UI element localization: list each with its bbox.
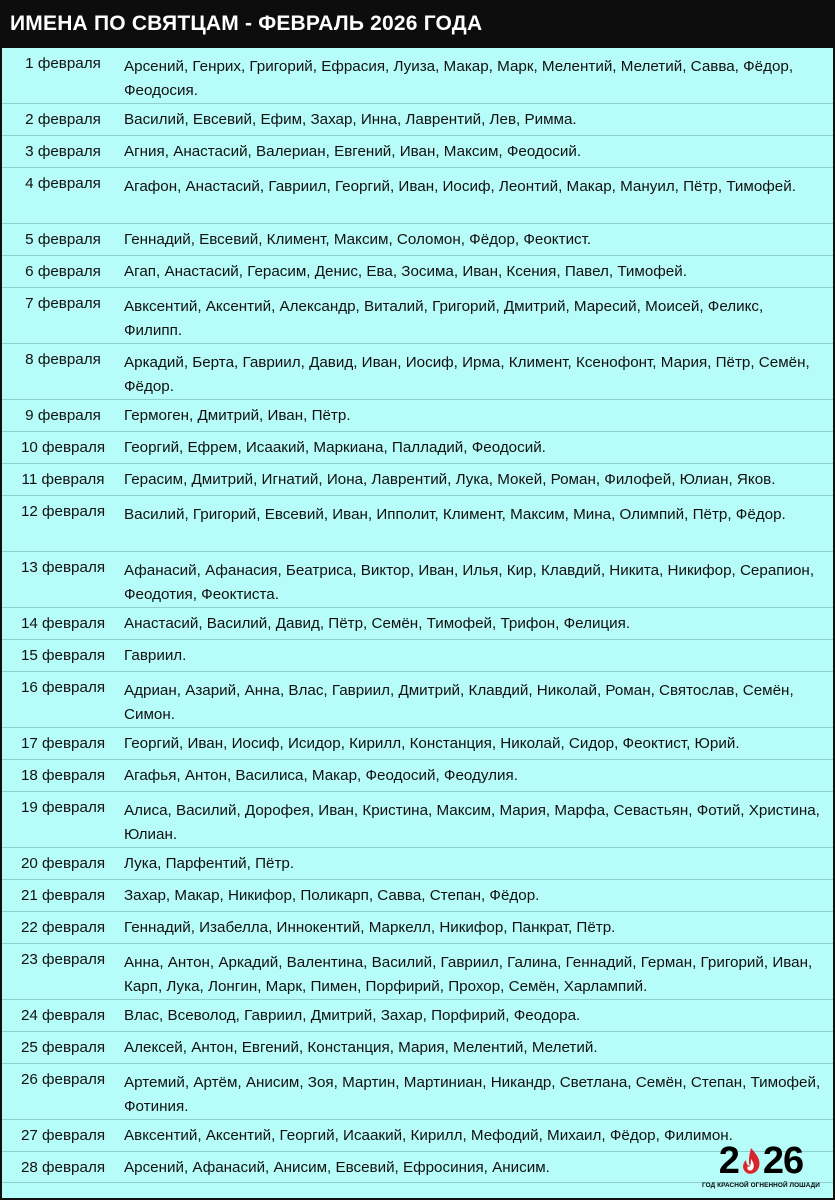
- table-row: [2, 912, 833, 944]
- table-row: [2, 104, 833, 136]
- table-row: [2, 256, 833, 288]
- row-names: Афанасий, Афанасия, Беатриса, Виктор, Иван, Илья, Кир, Клавдий, Никита, Никифор, Серапион, Феодотия, Феоктиста.: [124, 562, 815, 603]
- row-names: Гермоген, Дмитрий, Иван, Пётр.: [124, 407, 351, 424]
- table-row: [2, 496, 833, 552]
- row-names: Артемий, Артём, Анисим, Зоя, Мартин, Мартиниан, Никандр, Светлана, Семён, Степан, Тимофей, Фотиния.: [124, 1074, 821, 1115]
- row-names: Георгий, Иван, Иосиф, Исидор, Кирилл, Констанция, Николай, Сидор, Феоктист, Юрий.: [124, 735, 740, 752]
- row-date: 21 февраля: [20, 887, 106, 904]
- row-names: Агафон, Анастасий, Гавриил, Георгий, Иван, Иосиф, Леонтий, Макар, Мануил, Пётр, Тимофей.: [124, 178, 796, 195]
- row-date: 23 февраля: [20, 951, 106, 968]
- row-date: 2 февраля: [25, 111, 101, 128]
- row-date: 7 февраля: [25, 295, 101, 312]
- table-row: [2, 1064, 833, 1120]
- table-row: [2, 464, 833, 496]
- row-date: 28 февраля: [20, 1159, 106, 1176]
- table-row: [2, 224, 833, 256]
- row-date: 17 февраля: [20, 735, 106, 752]
- row-names: Анастасий, Василий, Давид, Пётр, Семён, Тимофей, Трифон, Фелиция.: [124, 615, 631, 632]
- row-names: Гавриил.: [124, 647, 187, 664]
- table-row: [2, 432, 833, 464]
- row-date: 13 февраля: [20, 559, 106, 576]
- year-logo: [702, 1140, 820, 1194]
- table-row: [2, 344, 833, 400]
- table-row: [2, 848, 833, 880]
- row-names: Агния, Анастасий, Валериан, Евгений, Иван, Максим, Феодосий.: [124, 143, 582, 160]
- table-row: [2, 136, 833, 168]
- row-names: Герасим, Дмитрий, Игнатий, Иона, Лаврентий, Лука, Мокей, Роман, Филофей, Юлиан, Яков.: [124, 471, 776, 488]
- row-date: 19 февраля: [20, 799, 106, 816]
- table-row: [2, 728, 833, 760]
- table-row: [2, 608, 833, 640]
- row-date: 10 февраля: [20, 439, 106, 456]
- row-date: 3 февраля: [25, 143, 101, 160]
- row-names: Алексей, Антон, Евгений, Констанция, Мария, Мелентий, Мелетий.: [124, 1039, 598, 1056]
- table-row: [2, 760, 833, 792]
- row-date: 27 февраля: [20, 1127, 106, 1144]
- logo-year-right: 26: [762, 1140, 804, 1182]
- names-table: [2, 48, 833, 1198]
- row-date: 16 февраля: [20, 679, 106, 696]
- table-row: [2, 288, 833, 344]
- row-names: Влас, Всеволод, Гавриил, Дмитрий, Захар, Порфирий, Феодора.: [124, 1007, 581, 1024]
- row-date: 4 февраля: [25, 175, 101, 192]
- row-names: Авксентий, Аксентий, Александр, Виталий, Григорий, Дмитрий, Маресий, Моисей, Феликс, Филипп.: [124, 298, 764, 339]
- table-row: [2, 792, 833, 848]
- row-date: 9 февраля: [25, 407, 101, 424]
- table-row: [2, 1032, 833, 1064]
- flame-icon: [739, 1146, 763, 1176]
- row-date: 14 февраля: [20, 615, 106, 632]
- table-row: [2, 400, 833, 432]
- row-date: 1 февраля: [25, 55, 101, 72]
- row-names: Арсений, Афанасий, Анисим, Евсевий, Ефросиния, Анисим.: [124, 1159, 550, 1176]
- row-names: Геннадий, Евсевий, Климент, Максим, Соломон, Фёдор, Феоктист.: [124, 231, 592, 248]
- table-row: [2, 880, 833, 912]
- row-names: Василий, Григорий, Евсевий, Иван, Ипполит, Климент, Максим, Мина, Олимпий, Пётр, Фёдор.: [124, 506, 786, 523]
- table-row: [2, 168, 833, 224]
- row-names: Алиса, Василий, Дорофея, Иван, Кристина, Максим, Мария, Марфа, Севастьян, Фотий, Христина, Юлиан.: [124, 802, 820, 843]
- row-names: Аркадий, Берта, Гавриил, Давид, Иван, Иосиф, Ирма, Климент, Ксенофонт, Мария, Пётр, Семён, Фёдор.: [124, 354, 810, 395]
- logo-year-left: 2: [718, 1140, 739, 1182]
- row-names: Василий, Евсевий, Ефим, Захар, Инна, Лаврентий, Лев, Римма.: [124, 111, 577, 128]
- row-names: Анна, Антон, Аркадий, Валентина, Василий, Гавриил, Галина, Геннадий, Герман, Григорий, Иван, Карп, Лука, Лонгин, Марк, Пимен, Порфирий, Прохор, Семён, Харлампий.: [124, 954, 813, 995]
- row-date: 26 февраля: [20, 1071, 106, 1088]
- row-names: Адриан, Азарий, Анна, Влас, Гавриил, Дмитрий, Клавдий, Николай, Роман, Святослав, Семён, Симон.: [124, 682, 794, 723]
- page-title: ИМЕНА ПО СВЯТЦАМ - ФЕВРАЛЬ 2026 ГОДА: [10, 12, 483, 35]
- row-date: 11 февраля: [21, 471, 105, 488]
- row-names: Георгий, Ефрем, Исаакий, Маркиана, Палладий, Феодосий.: [124, 439, 546, 456]
- row-date: 6 февраля: [25, 263, 101, 280]
- row-date: 12 февраля: [20, 503, 106, 520]
- row-date: 18 февраля: [20, 767, 106, 784]
- logo-tagline: ГОД КРАСНОЙ ОГНЕННОЙ ЛОШАДИ: [702, 1182, 820, 1189]
- row-names: Авксентий, Аксентий, Георгий, Исаакий, Кирилл, Мефодий, Михаил, Фёдор, Филимон.: [124, 1127, 733, 1144]
- table-row: [2, 1000, 833, 1032]
- table-row: [2, 640, 833, 672]
- row-date: 20 февраля: [20, 855, 106, 872]
- row-names: Лука, Парфентий, Пётр.: [124, 855, 295, 872]
- row-date: 8 февраля: [25, 351, 101, 368]
- row-names: Агафья, Антон, Василиса, Макар, Феодосий, Феодулия.: [124, 767, 518, 784]
- table-row: [2, 672, 833, 728]
- row-names: Арсений, Генрих, Григорий, Ефрасия, Луиза, Макар, Марк, Мелентий, Мелетий, Савва, Фёдор, Феодосия.: [124, 58, 794, 99]
- row-date: 25 февраля: [20, 1039, 106, 1056]
- table-row: [2, 48, 833, 104]
- row-date: 5 февраля: [25, 231, 101, 248]
- page-header: [0, 0, 835, 48]
- row-names: Геннадий, Изабелла, Иннокентий, Маркелл, Никифор, Панкрат, Пётр.: [124, 919, 616, 936]
- row-date: 22 февраля: [20, 919, 106, 936]
- table-row: [2, 944, 833, 1000]
- logo-year: [719, 1142, 803, 1180]
- row-names: Захар, Макар, Никифор, Поликарп, Савва, Степан, Фёдор.: [124, 887, 540, 904]
- table-row: [2, 552, 833, 608]
- row-names: Агап, Анастасий, Герасим, Денис, Ева, Зосима, Иван, Ксения, Павел, Тимофей.: [124, 263, 687, 280]
- row-date: 24 февраля: [20, 1007, 106, 1024]
- row-date: 15 февраля: [20, 647, 106, 664]
